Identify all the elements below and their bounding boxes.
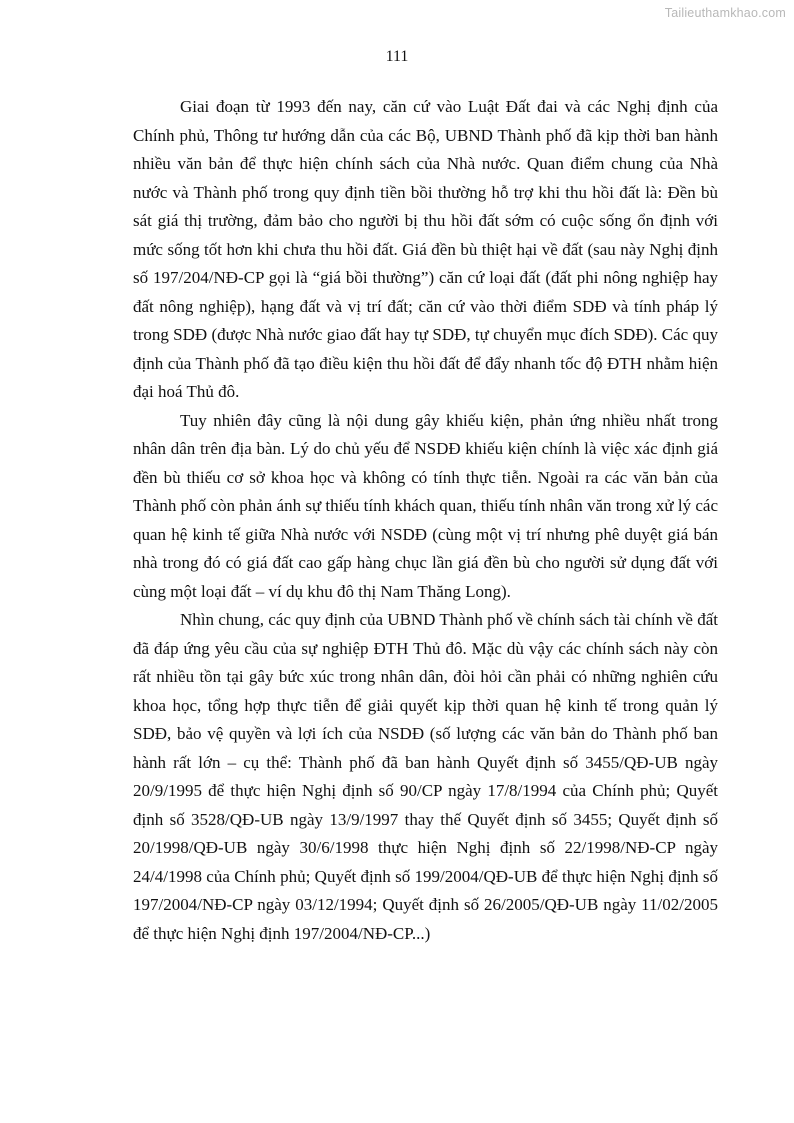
paragraph-2: Tuy nhiên đây cũng là nội dung gây khiếu kiện, phản ứng nhiều nhất trong nhân dân trên địa bàn. Lý do chủ yếu để NSDĐ khiếu kiện chính là việc xác định giá đền bù thiếu cơ sở khoa học và không có tính thực tiễn. Ngoài ra các văn bản của Thành phố còn phản ánh sự thiếu tính khách quan, thiếu tính nhân văn trong xử lý các quan hệ kinh tế giữa Nhà nước với NSDĐ (cùng một vị trí nhưng phê duyệt giá bán nhà trong đó có giá đất cao gấp hàng chục lần giá đền bù cho người sử dụng đất với cùng một loại đất – ví dụ khu đô thị Nam Thăng Long).	[133, 410, 718, 601]
document-body	[133, 93, 718, 948]
paragraph-3: Nhìn chung, các quy định của UBND Thành phố về chính sách tài chính về đất đã đáp ứng yêu cầu của sự nghiệp ĐTH Thủ đô. Mặc dù vậy các chính sách này còn rất nhiều tồn tại gây bức xúc trong nhân dân, đòi hỏi cần phải có những nghiên cứu khoa học, tổng hợp thực tiễn để giải quyết kịp thời quan hệ kinh tế trong quản lý SDĐ, bảo vệ quyền và lợi ích của NSDĐ (số lượng các văn bản do Thành phố ban hành rất lớn – cụ thể: Thành phố đã ban hành Quyết định số 3455/QĐ-UB ngày 20/9/1995 để thực hiện Nghị định số 90/CP ngày 17/8/1994 của Chính phủ; Quyết định số 3528/QĐ-UB ngày 13/9/1997 thay thế Quyết định số 3455; Quyết định số 20/1998/QĐ-UB ngày 30/6/1998 thực hiện Nghị định số 22/1998/NĐ-CP ngày 24/4/1998 của Chính phủ; Quyết định số 199/2004/QĐ-UB để thực hiện Nghị định số 197/2004/NĐ-CP ngày 03/12/1994; Quyết định số 26/2005/QĐ-UB ngày 11/02/2005 để thực hiện Nghị định 197/2004/NĐ-CP...)	[133, 610, 718, 943]
page-number: 111	[385, 48, 409, 65]
paragraph-1: Giai đoạn từ 1993 đến nay, căn cứ vào Luật Đất đai và các Nghị định của Chính phủ, Thông tư hướng dẫn của các Bộ, UBND Thành phố đã kịp thời ban hành nhiều văn bản để thực hiện chính sách của Nhà nước. Quan điểm chung của Nhà nước và Thành phố trong quy định tiền bồi thường hỗ trợ khi thu hồi đất là: Đền bù sát giá thị trường, đảm bảo cho người bị thu hồi đất sớm có cuộc sống ổn định với mức sống tốt hơn khi chưa thu hồi đất. Giá đền bù thiệt hại về đất (sau này Nghị định số 197/204/NĐ-CP gọi là “giá bồi thường”) căn cứ loại đất (đất phi nông nghiệp hay đất nông nghiệp), hạng đất và vị trí đất; căn cứ vào thời điểm SDĐ và tính pháp lý trong SDĐ (được Nhà nước giao đất hay tự SDĐ, tự chuyển mục đích SDĐ). Các quy định của Thành phố đã tạo điều kiện thu hồi đất để đẩy nhanh tốc độ ĐTH nhằm hiện đại hoá Thủ đô.	[133, 97, 718, 401]
watermark-text: Tailieuthamkhao.com	[664, 6, 786, 20]
